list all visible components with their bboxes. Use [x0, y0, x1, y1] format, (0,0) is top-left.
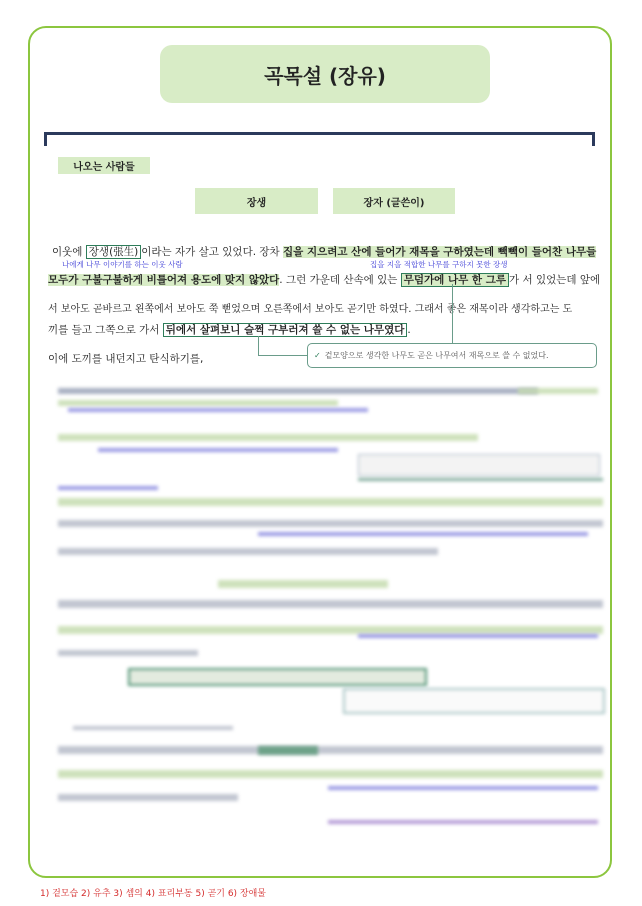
gloss-2: 집을 지을 적합한 나무를 구하지 못한 장생	[370, 260, 508, 269]
highlight-segment: 집을 지으려고 산에 들어가 재목을 구하였는데 빽빽이 들어찬 나무들	[283, 246, 597, 258]
passage-line-1	[52, 244, 596, 259]
page-title: 곡목설 (장유)	[160, 45, 490, 103]
passage-line-3: 서 보아도 곧바르고 왼쪽에서 보아도 쭉 뻗었으며 오른쪽에서 보아도 곧기만 하였다. 그래서 좋은 재목이라 생각하고는 도	[48, 304, 573, 315]
note-connector	[452, 284, 453, 343]
annotation-note	[307, 343, 597, 368]
text-segment: . 그런 가운데 산속에 있는	[279, 274, 401, 286]
check-icon: ✓	[314, 351, 321, 360]
note-connector	[258, 355, 307, 356]
note-connector	[258, 336, 259, 356]
characters-label: 나오는 사람들	[58, 157, 150, 174]
passage-line-4	[48, 322, 411, 337]
passage-line-5: 이에 도끼를 내던지고 탄식하기를,	[48, 353, 204, 365]
text-segment: 이웃에	[52, 246, 86, 258]
highlight-segment: 모두가 구불구불하게 비틀어져 용도에 맞지 않았다	[48, 274, 280, 286]
boxed-name: 장생(張生)	[86, 245, 141, 259]
text-segment: 가 서 있었는데 앞에	[509, 274, 601, 286]
passage-line-2	[48, 272, 600, 287]
obscured-content	[58, 378, 603, 828]
annotation-text: 겉모양으로 생각한 나무도 곧은 나무여서 재목으로 쓸 수 없었다.	[324, 351, 549, 360]
footnote: 1) 겉모습 2) 유추 3) 셈의 4) 표리부동 5) 곧기 6) 장애물	[40, 889, 266, 899]
text-segment: 끼를 들고 그쪽으로 가서	[48, 324, 163, 336]
gloss-1: 나에게 나무 이야기를 하는 이웃 사람	[62, 260, 183, 269]
character-chip-2: 장자 (글쓴이)	[333, 188, 455, 214]
boxed-highlight: 무덤가에 나무 한 그루	[401, 273, 509, 287]
text-segment: .	[407, 324, 411, 336]
section-bracket	[44, 132, 595, 146]
character-chip-1: 장생	[195, 188, 318, 214]
text-segment: 이라는 자가 살고 있었다. 장차	[141, 246, 284, 258]
boxed-segment: 뒤에서 살펴보니 슬쩍 구부러져 쓸 수 없는 나무였다	[163, 323, 408, 337]
